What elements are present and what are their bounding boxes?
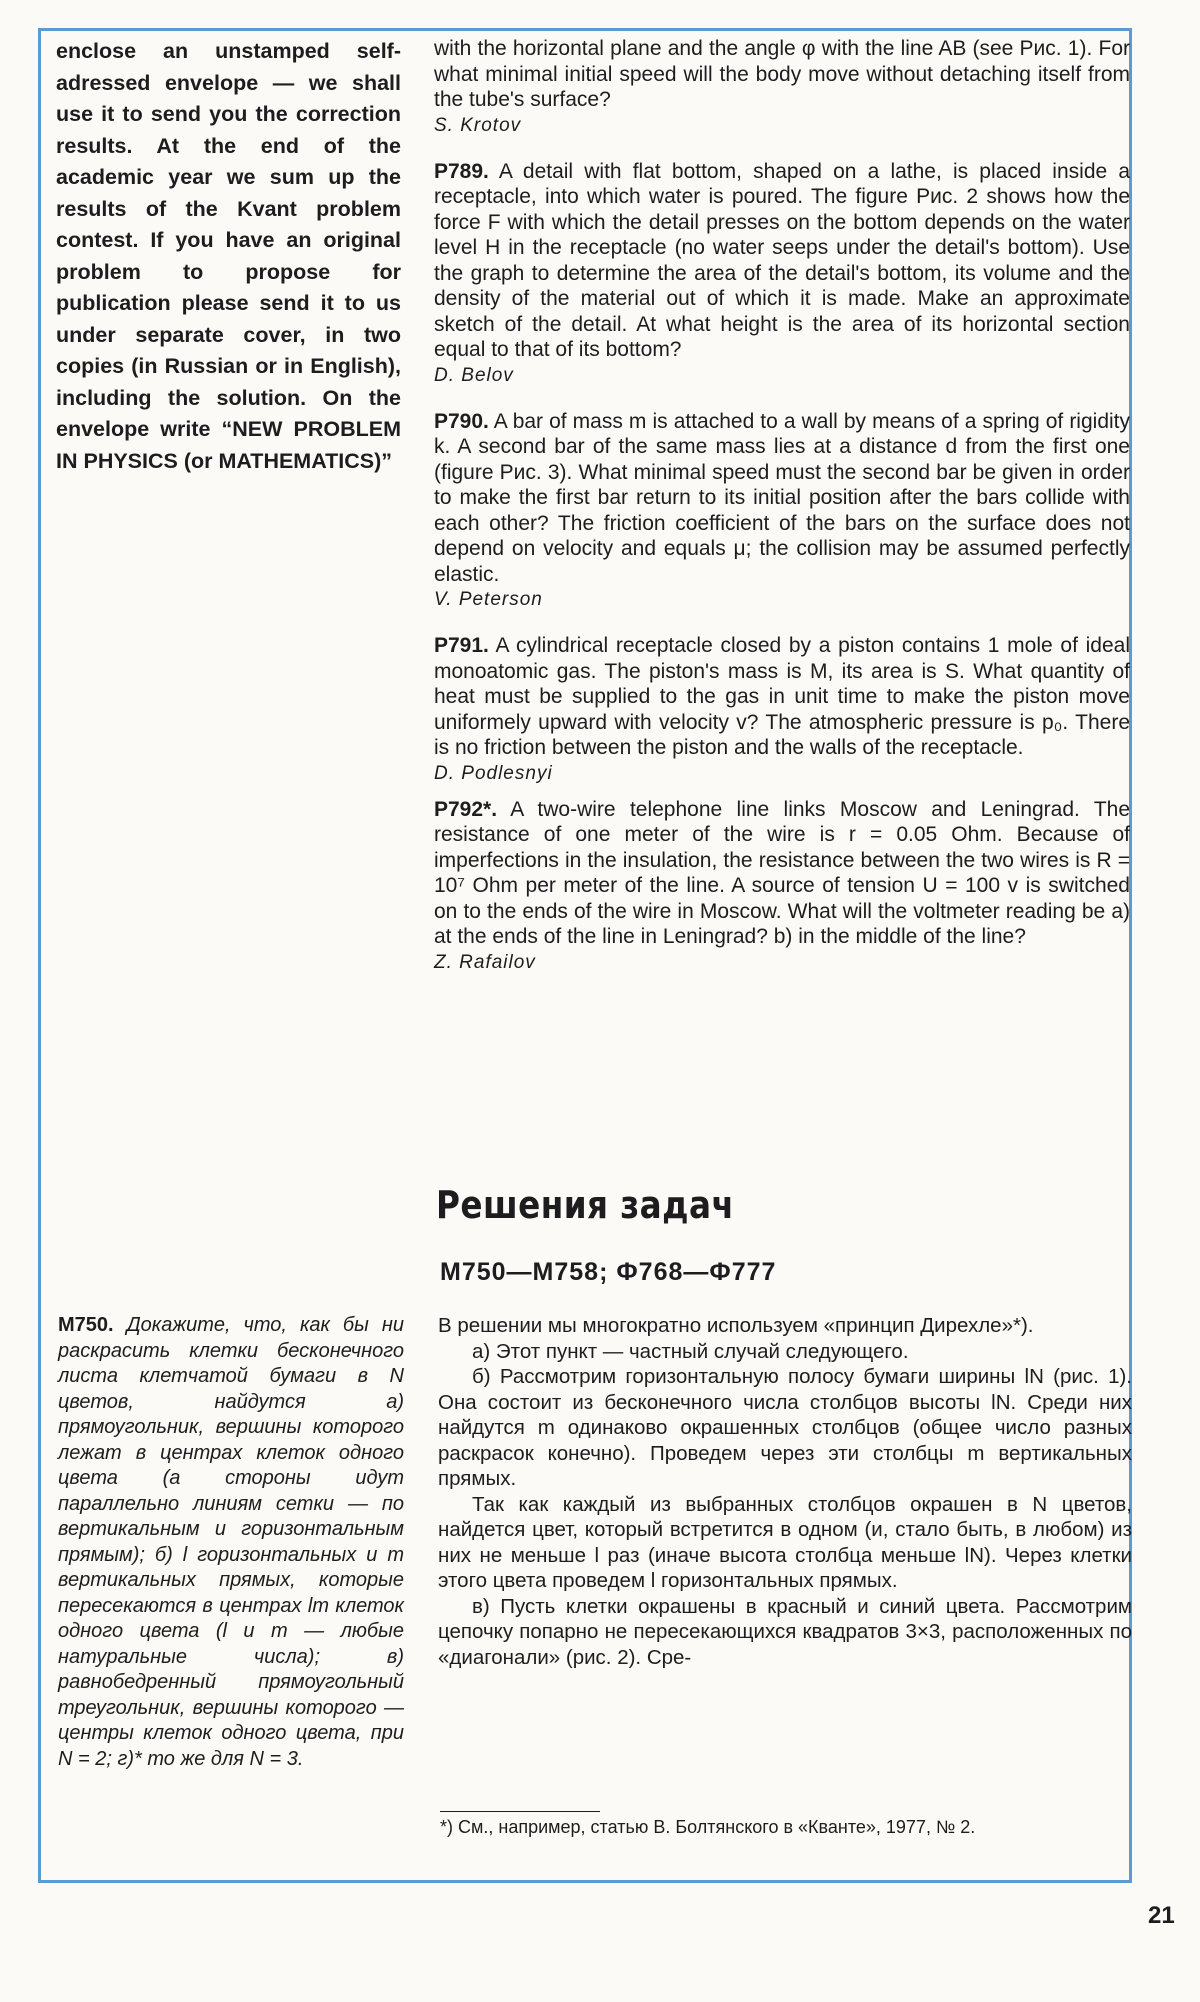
problem-number: P789. <box>434 159 489 183</box>
solution-paragraph: а) Этот пункт — частный случай следующего. <box>472 1339 909 1363</box>
section-title: Решения задач <box>436 1183 735 1227</box>
problem-author: V. Peterson <box>434 589 543 610</box>
footnote: *) См., например, статью В. Болтянского в «Кванте», 1977, № 2. <box>440 1817 976 1837</box>
problem-statement-text: Докажите, что, как бы ни раскрасить клетки бесконечного листа клетчатой бумаги в N цветов, найдутся а) прямоугольник, вершины которого лежат в центрах клеток одного цвета (а стороны идут параллельно линиям сетки — по вертикальным и горизонтальным прямым); б) l горизонтальных и m вертикальных прямых, которые пересекаются в центрах lm клеток одного цвета (l и m — любые натуральные числа); в) равнобедренный прямоугольный треугольник, вершины которого — центры клеток одного цвета, при N = 2; г)* то же для N = 3. <box>58 1314 404 1770</box>
continued-problem-text: with the horizontal plane and the angle φ with the line AB (see Рис. 1). For what minimal initial speed will the body move without detaching itself from the tube's surface? <box>434 37 1130 111</box>
problem-label: M750. <box>58 1314 114 1336</box>
page-number: 21 <box>1148 1902 1175 1929</box>
solution-paragraph: б) Рассмотрим горизонтальную полосу бумаги ширины lN (рис. 1). Она состоит из бесконечного числа столбцов высоты lN. Среди них найдутся m одинаково окрашенных столбцов (общее число разных раскрасок конечно). Проведем через эти столбцы m вертикальных прямых. <box>438 1365 1132 1490</box>
problem-p791 <box>434 633 1130 787</box>
problem-text: A bar of mass m is attached to a wall by means of a spring of rigidity k. A second bar of the same mass lies at a distance d from the first one (figure Рис. 3). What minimal speed must the second bar be given in order to make the first bar return to its initial position after the bars collide with each other? The friction coefficient of the bars on the surface does not depend on velocity and equals μ; the collision may be assumed perfectly elastic. <box>434 409 1130 586</box>
solution-text <box>438 1313 1132 1670</box>
continued-problem-author: S. Krotov <box>434 114 522 136</box>
problem-p790 <box>434 409 1130 614</box>
problems-column <box>434 36 1130 976</box>
section-subtitle: M750—M758; Ф768—Ф777 <box>440 1258 777 1286</box>
problem-text: A detail with flat bottom, shaped on a lathe, is placed inside a receptacle, into which water is poured. The figure Рис. 2 shows how the force F with which the detail presses on the bottom depends on the water level H in the receptacle (no water seeps under the detail's bottom). Use the graph to determine the area of the detail's bottom, its volume and the density of the material out of which it is made. Make an approximate sketch of the detail. At what height is the area of its horizontal section equal to that of its bottom? <box>434 159 1130 361</box>
problem-author: Z. Rafailov <box>434 951 536 973</box>
solution-paragraph: в) Пусть клетки окрашены в красный и синий цвета. Рассмотрим цепочку попарно не пересекающихся квадратов 3×3, расположенных по «диагонали» (рис. 2). Сре- <box>438 1594 1132 1669</box>
problem-text: A two-wire telephone line links Moscow and Leningrad. The resistance of one meter of the wire is r = 0.05 Ohm. Because of imperfections in the insulation, the resistance between the two wires is R = 10⁷ Ohm per meter of the line. A source of tension U = 100 v is switched on to the ends of the wire in Moscow. What will the voltmeter reading be a) at the ends of the line in Leningrad? b) in the middle of the line? <box>434 797 1130 948</box>
problem-number: P790. <box>434 409 489 433</box>
problem-number: P792*. <box>434 797 498 821</box>
problem-m750-statement <box>58 1313 404 1772</box>
solution-paragraph: В решении мы многократно используем «принцип Дирехле»*). <box>438 1314 1034 1337</box>
footnote-divider <box>440 1811 600 1812</box>
problem-p789 <box>434 159 1130 389</box>
problem-author: D. Podlesnyi <box>434 762 553 784</box>
problem-number: P791. <box>434 634 489 657</box>
problem-p792 <box>434 797 1130 976</box>
submission-instructions: enclose an unstamped self-adressed envelope — we shall use it to send you the correction results. At the end of the academic year we sum up the results of the Kvant problem contest. If you have an original problem to propose for publication please send it to us under separate cover, in two copies (in Russian or in English), including the solution. On the envelope write “NEW PROBLEM IN PHYSICS (or MATHEMATICS)” <box>56 39 401 473</box>
problem-text: A cylindrical receptacle closed by a piston contains 1 mole of ideal monoatomic gas. The piston's mass is M, its area is S. What quantity of heat must be supplied to the gas in unit time to make the piston move uniformely upward with velocity v? The atmospheric pressure is p₀. There is no friction between the piston and the walls of the receptacle. <box>434 634 1130 759</box>
solution-paragraph: Так как каждый из выбранных столбцов окрашен в N цветов, найдется цвет, который встретится в одном (и, стало быть, в любом) из них не меньше l раз (иначе высота столбца меньше lN). Через клетки этого цвета проведем l горизонтальных прямых. <box>438 1492 1132 1592</box>
problem-author: D. Belov <box>434 364 514 386</box>
